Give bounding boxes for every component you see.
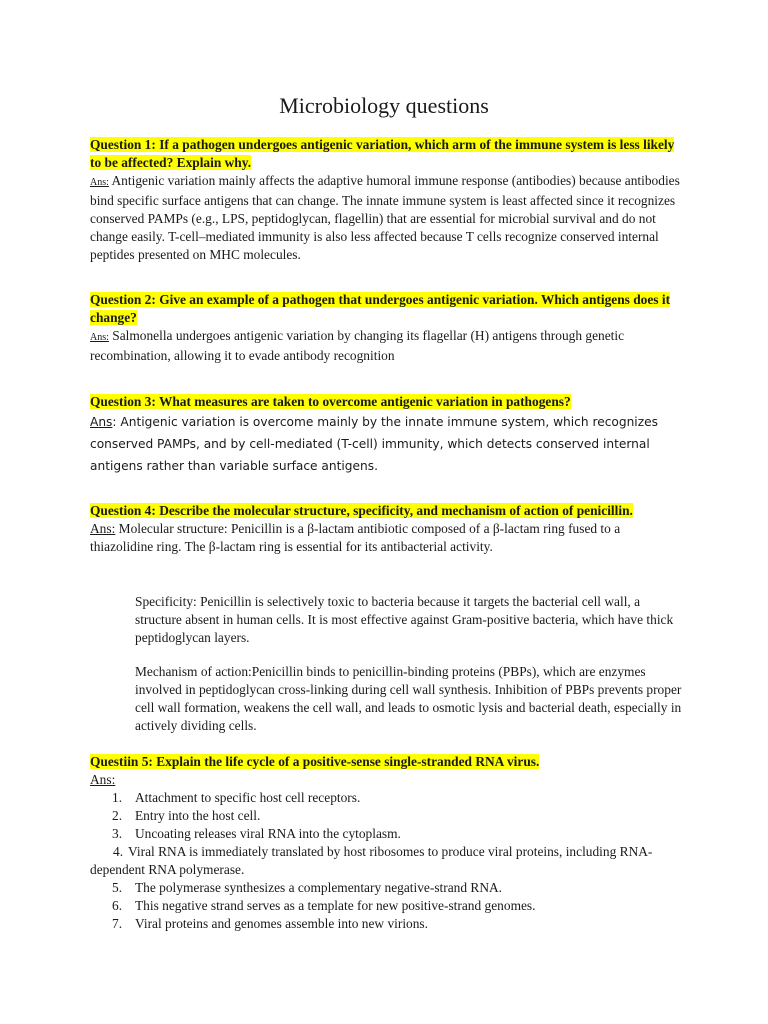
question-3-section [90, 393, 682, 477]
step-number: 5. [112, 880, 123, 895]
step-text: Viral RNA is immediately translated by host ribosomes to produce viral proteins, including RNA-dependent RNA polymerase. [90, 844, 653, 877]
list-item [90, 897, 682, 915]
mechanism-paragraph: Mechanism of action:Penicillin binds to penicillin-binding proteins (PBPs), which are enzymes involved in peptidoglycan cross-linking during cell wall synthesis. Inhibition of PBPs prevents proper cell wall formation, weakens the cell wall, and leads to osmotic lysis and bacterial death, especially in actively dividing cells. [135, 664, 682, 733]
question-3-heading [90, 393, 682, 411]
step-text: Attachment to specific host cell receptors. [135, 790, 361, 805]
answer-3-text: : Antigenic variation is overcome mainly by the innate immune system, which recognizes conserved PAMPs, and by cell-mediated (T-cell) immunity, which detects conserved internal antigens rather than variable surface antigens. [90, 415, 658, 473]
list-item [90, 807, 682, 825]
question-4-text: Question 4: Describe the molecular structure, specificity, and mechanism of action of penicillin. [90, 503, 633, 518]
question-3-text: Question 3: What measures are taken to overcome antigenic variation in pathogens? [90, 394, 571, 409]
answer-2 [90, 327, 682, 365]
question-2-heading [90, 291, 682, 327]
question-4-heading [90, 502, 682, 520]
step-number: 7. [112, 916, 123, 931]
list-item [90, 879, 682, 897]
step-text: Entry into the host cell. [135, 808, 261, 823]
question-5-text: Questiin 5: Explain the life cycle of a positive-sense single-stranded RNA virus. [90, 754, 540, 769]
question-1-heading [90, 136, 682, 172]
answer-3 [90, 411, 682, 477]
step-number: 2. [112, 808, 123, 823]
answer-4-text: Molecular structure: Penicillin is a β-lactam antibiotic composed of a β-lactam ring fused to a thiazolidine ring. The β-lactam ring is essential for its antibacterial activity. [90, 521, 621, 554]
list-item [90, 843, 682, 879]
specificity-paragraph: Specificity: Penicillin is selectively toxic to bacteria because it targets the bacterial cell wall, a structure absent in human cells. It is most effective against Gram-positive bacteria, which have thick peptidoglycan layers. [135, 594, 674, 645]
step-text: The polymerase synthesizes a complementary negative-strand RNA. [135, 880, 503, 895]
question-5-heading [90, 753, 682, 771]
step-number: 1. [112, 790, 123, 805]
question-1-text: Question 1: If a pathogen undergoes antigenic variation, which arm of the immune system is less likely to be affected? Explain why. [90, 137, 675, 170]
step-number: 3. [112, 826, 123, 841]
question-5-section [90, 753, 682, 933]
answer-1-label: Ans: [90, 177, 109, 188]
step-number: 6. [112, 898, 123, 913]
answer-4-label: Ans: [90, 521, 116, 536]
answer-1-text: Antigenic variation mainly affects the adaptive humoral immune response (antibodies) because antibodies bind specific surface antigens that can change. The innate immune system is least affected since it recognizes conserved PAMPs (e.g., LPS, peptidoglycan, flagellin) that are essential for microbial survival and do not change easily. T-cell–mediated immunity is also less affected because T cells recognize conserved internal peptides presented on MHC molecules. [90, 173, 680, 262]
list-item [90, 915, 682, 933]
answer-5-label: Ans: [90, 772, 116, 787]
answer-2-label: Ans: [90, 332, 109, 343]
answer-2-text: Salmonella undergoes antigenic variation by changing its flagellar (H) antigens through genetic recombination, allowing it to evade antibody recognition [90, 328, 625, 363]
question-2-section [90, 291, 682, 365]
step-text: Viral proteins and genomes assemble into new virions. [135, 916, 428, 931]
page-title: Microbiology questions [279, 93, 489, 118]
step-text: This negative strand serves as a template for new positive-strand genomes. [135, 898, 536, 913]
list-item [90, 825, 682, 843]
answer-3-label: Ans [90, 415, 113, 429]
question-2-text: Question 2: Give an example of a pathogen that undergoes antigenic variation. Which antigens does it change? [90, 292, 671, 325]
life-cycle-steps-list [90, 789, 682, 933]
list-item [90, 789, 682, 807]
step-text: Uncoating releases viral RNA into the cytoplasm. [135, 826, 401, 841]
answer-1 [90, 172, 682, 264]
question-1-section [90, 136, 682, 264]
step-number: 4. [113, 844, 124, 859]
question-4-section [90, 502, 682, 556]
answer-4 [90, 520, 682, 556]
